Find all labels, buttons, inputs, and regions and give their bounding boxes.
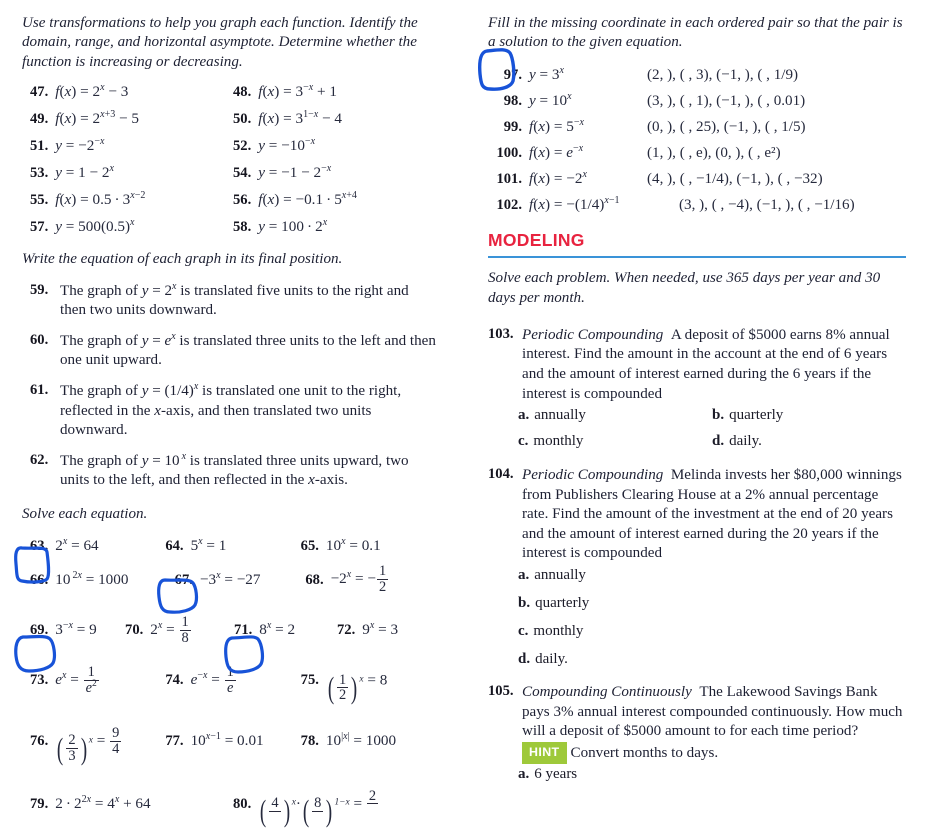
exercise-72[interactable] — [337, 621, 436, 639]
sub-label: b. — [712, 407, 725, 424]
sub-item-103a[interactable] — [518, 407, 712, 424]
exercise-61[interactable] — [22, 382, 436, 441]
sub-label: a. — [518, 567, 530, 584]
exercise-row — [22, 191, 436, 209]
sub-item-103d[interactable] — [712, 433, 906, 450]
exercise-49[interactable] — [22, 110, 233, 128]
exercise-number: 76. — [30, 733, 49, 750]
exercise-equation: $9^x = 3$ — [362, 619, 399, 639]
exercise-80[interactable] — [233, 789, 436, 829]
direction-transformations: Use transformations to help you graph each function. Identify the domain, range, and horizontal asymptote. Determine whether the function is increasing or decreasing. — [22, 15, 418, 70]
sub-items-103 — [518, 407, 906, 424]
exercise-number: 58. — [233, 219, 252, 236]
exercise-58[interactable] — [233, 218, 436, 236]
exercise-number: 104. — [488, 466, 514, 483]
exercise-78[interactable] — [301, 732, 436, 750]
sub-text: quarterly — [729, 407, 784, 424]
sub-item-104b[interactable] — [518, 595, 906, 612]
exercise-number: 99. — [503, 118, 522, 135]
exercise-67[interactable] — [161, 571, 306, 589]
direction-fill-coordinate: Fill in the missing coordinate in each ordered pair so that the pair is a solution to the given equation. — [488, 15, 903, 51]
exercise-104[interactable] — [488, 466, 906, 564]
sub-text: daily. — [729, 433, 762, 450]
exercise-number: 79. — [30, 795, 49, 812]
exercise-topic: Periodic Compounding — [522, 467, 664, 484]
exercise-number: 66. — [30, 571, 49, 588]
exercise-53[interactable] — [22, 164, 233, 182]
exercise-number: 63. — [30, 538, 49, 555]
exercise-number: 98. — [503, 92, 522, 109]
exercise-number: 51. — [30, 138, 49, 155]
exercise-equation: $e^x$ = $\frac{1}{e^2}$ — [55, 664, 97, 696]
exercise-number: 103. — [488, 325, 514, 342]
exercise-text: The graph of $y = e^x$ is translated three units to the left and then one unit upward. — [60, 330, 436, 369]
exercise-equation: $f(x) = 2^x - 3$ — [55, 82, 129, 101]
sub-item-104d[interactable] — [518, 651, 906, 668]
exercise-48[interactable] — [233, 83, 436, 101]
ordered-pairs: (4, ), ( , −1/4), (−1, ), ( , −32) — [647, 170, 823, 187]
direction-write-equation: Write the equation of each graph in its final position. — [22, 251, 343, 268]
exercise-number: 100. — [496, 144, 522, 161]
ordered-pairs: (1, ), ( , e), (0, ), ( , e²) — [647, 144, 781, 161]
sub-text: daily. — [535, 651, 568, 668]
exercise-71[interactable] — [224, 621, 337, 639]
exercise-row — [22, 537, 436, 555]
exercise-equation: $10^{|x|} = 1000$ — [325, 731, 397, 750]
exercise-equation: ( $\frac{1}{2}$ ) $^x$ = 8 — [327, 670, 388, 705]
exercise-number: 54. — [233, 165, 252, 182]
exercise-number: 73. — [30, 672, 49, 689]
sub-label: b. — [518, 595, 531, 612]
exercise-equation: $f(x) = 2^{x+3} - 5$ — [55, 109, 139, 128]
exercise-number: 57. — [30, 219, 49, 236]
exercise-100[interactable] — [488, 144, 906, 162]
exercise-68[interactable] — [305, 564, 436, 594]
exercise-equation: $5^x = 1$ — [190, 536, 227, 555]
exercise-number: 61. — [30, 382, 49, 398]
exercise-row — [22, 564, 436, 594]
exercise-103[interactable] — [488, 326, 906, 404]
exercise-row — [22, 615, 436, 645]
exercise-equation: $f(x) = -2^x$ — [529, 168, 587, 187]
exercise-number: 64. — [165, 538, 184, 555]
exercise-equation: $-3^x = -27$ — [199, 569, 261, 588]
exercise-number: 50. — [233, 111, 252, 128]
exercise-equation: ( 4 ) $^x$·( 8 ) $^{1-x}$ = 2 — [260, 787, 377, 829]
exercise-equation: $2^x = 64$ — [55, 536, 99, 555]
exercise-equation: $f(x) = 5^{-x}$ — [529, 116, 584, 135]
section-divider — [488, 256, 906, 259]
exercise-equation: $3^{-x} = 9$ — [55, 619, 97, 639]
exercise-number: 68. — [305, 571, 324, 588]
sub-text: annually — [534, 407, 586, 424]
exercise-101[interactable] — [488, 170, 906, 188]
exercise-number: 47. — [30, 84, 49, 101]
exercise-equation: $y = -10^{-x}$ — [258, 136, 316, 155]
exercise-65[interactable] — [301, 537, 436, 555]
exercise-47[interactable] — [22, 83, 233, 101]
exercise-text: Periodic Compounding Melinda invests her $80,000 winnings from Publishers Clearing House at a 2% annual percentage rate. Find the amount of the investment at the end of 20 years and the amount of interest earned during the 20 years if the interest is compounded — [522, 467, 902, 562]
sub-text: monthly — [533, 623, 584, 640]
hint-badge: HINT — [522, 742, 567, 765]
sub-label: a. — [518, 407, 530, 424]
exercise-number: 62. — [30, 451, 49, 468]
exercise-equation: $y = 500(0.5)^x$ — [55, 217, 135, 236]
exercise-79[interactable] — [22, 795, 233, 813]
exercise-row — [22, 218, 436, 236]
exercise-70[interactable] — [125, 615, 224, 645]
exercise-text: The graph of y = 10 $^x$ is translated three units upward, two units to the left, and then reflected in the x-axis. — [60, 450, 409, 489]
ordered-pairs: (3, ), ( , 1), (−1, ), ( , 0.01) — [647, 92, 806, 109]
sub-text: 6 years — [534, 766, 578, 783]
direction-solve-equation: Solve each equation. — [22, 505, 148, 522]
exercise-98[interactable] — [488, 92, 906, 110]
sub-label: d. — [712, 433, 725, 450]
exercise-equation: $y = 1 - 2^x$ — [55, 163, 114, 182]
exercise-row — [22, 726, 436, 767]
exercise-number: 55. — [30, 192, 49, 209]
direction-modeling: Solve each problem. When needed, use 365 days per year and 30 days per month. — [488, 270, 881, 306]
exercise-number: 70. — [125, 622, 144, 639]
exercise-76[interactable] — [22, 726, 165, 767]
exercise-row — [22, 164, 436, 182]
sub-label: c. — [518, 623, 529, 640]
sub-item-103c[interactable] — [518, 433, 712, 450]
exercise-number: 77. — [165, 733, 184, 750]
exercise-topic: Compounding Continuously — [522, 684, 692, 701]
exercise-number: 101. — [496, 170, 522, 187]
right-column — [464, 0, 928, 826]
exercise-number: 53. — [30, 165, 49, 182]
exercise-equation: $f(x) = 3^{1-x} - 4$ — [258, 109, 342, 128]
exercise-60[interactable] — [22, 332, 436, 371]
ordered-pairs: (0, ), ( , 25), (−1, ), ( , 1/5) — [647, 118, 806, 135]
exercise-number: 80. — [233, 795, 252, 812]
exercise-73[interactable] — [22, 665, 165, 695]
sub-item-103b[interactable] — [712, 407, 906, 424]
exercise-number: 71. — [234, 622, 253, 639]
sub-label: d. — [518, 651, 531, 668]
exercise-equation: $2 \cdot 2^{2x} = 4^x + 64$ — [55, 793, 151, 812]
exercise-equation: $f(x) = 3^{-x} + 1$ — [258, 82, 337, 101]
sub-items-103-2 — [518, 433, 906, 450]
exercise-51[interactable] — [22, 137, 233, 155]
exercise-number: 97. — [503, 66, 522, 83]
sub-item-105a[interactable] — [518, 766, 906, 783]
exercise-equation: $y = 3^x$ — [529, 64, 564, 83]
exercise-102[interactable] — [488, 196, 906, 214]
exercise-equation: $e^{-x}$ = $\frac{1}{e}$ — [190, 664, 234, 696]
exercise-equation: $f(x) = -0.1 \cdot 5^{x+4}$ — [258, 190, 357, 209]
exercise-105[interactable] — [488, 683, 906, 764]
exercise-equation: $y = -2^{-x}$ — [55, 136, 105, 155]
exercise-66[interactable] — [22, 571, 161, 589]
exercise-row — [22, 110, 436, 128]
sub-item-104a[interactable] — [518, 567, 906, 584]
exercise-row — [22, 137, 436, 155]
sub-item-104c[interactable] — [518, 623, 906, 640]
exercise-97[interactable] — [488, 66, 906, 84]
exercise-number: 105. — [488, 683, 514, 700]
exercise-number: 75. — [300, 672, 319, 689]
exercise-54[interactable] — [233, 164, 436, 182]
exercise-equation: $y = 100 \cdot 2^x$ — [258, 217, 328, 236]
ordered-pairs: (2, ), ( , 3), (−1, ), ( , 1/9) — [647, 66, 799, 83]
exercise-number: 78. — [300, 733, 319, 750]
exercise-number: 49. — [30, 111, 49, 128]
exercise-59[interactable] — [22, 282, 436, 321]
sub-text: annually — [534, 567, 586, 584]
sub-label: c. — [518, 433, 529, 450]
exercise-equation: 10 $^{2x}$ = 1000 — [55, 569, 129, 588]
sub-text: monthly — [533, 433, 584, 450]
sub-text: quarterly — [535, 595, 590, 612]
exercise-equation: $f(x) = e^{-x}$ — [529, 142, 584, 161]
exercise-number: 56. — [233, 192, 252, 209]
exercise-number: 65. — [300, 538, 319, 555]
exercise-text: The graph of $y = 2^x$ is translated five units to the right and then two units downward. — [60, 280, 409, 319]
exercise-row — [22, 789, 436, 829]
exercise-number: 52. — [233, 138, 252, 155]
exercise-56[interactable] — [233, 191, 436, 209]
hint-text: Convert months to days. — [570, 744, 719, 761]
exercise-number: 60. — [30, 331, 49, 348]
ordered-pairs: (3, ), ( , −4), (−1, ), ( , −1/16) — [679, 196, 855, 213]
exercise-number: 67. — [174, 571, 193, 588]
exercise-number: 48. — [233, 84, 252, 101]
exercise-99[interactable] — [488, 118, 906, 136]
exercise-63[interactable] — [22, 537, 165, 555]
exercise-69[interactable] — [22, 621, 125, 639]
exercise-74[interactable] — [165, 665, 300, 695]
exercise-equation: $f(x) = -(1/4)^{x-1}$ — [529, 194, 620, 213]
exercise-equation: $y = -1 - 2^{-x}$ — [258, 163, 332, 182]
exercise-number: 74. — [165, 672, 184, 689]
exercise-equation: $10^{x-1} = 0.01$ — [190, 731, 264, 750]
exercise-equation: $10^x = 0.1$ — [325, 536, 381, 555]
exercise-55[interactable] — [22, 191, 233, 209]
exercise-62[interactable] — [22, 452, 436, 491]
exercise-equation: $2^x$ = $\frac{1}{8}$ — [150, 613, 189, 646]
exercise-number: 69. — [30, 622, 49, 639]
exercise-52[interactable] — [233, 137, 436, 155]
exercise-75[interactable] — [301, 671, 436, 706]
exercise-row — [22, 83, 436, 101]
exercise-equation: $8^x = 2$ — [259, 619, 296, 639]
exercise-57[interactable] — [22, 218, 233, 236]
exercise-number: 102. — [496, 196, 522, 213]
exercise-row — [22, 665, 436, 706]
exercise-topic: Periodic Compounding — [522, 326, 664, 343]
exercise-equation: $f(x) = 0.5 \cdot 3^{x-2}$ — [55, 190, 146, 209]
exercise-number: 59. — [30, 281, 49, 298]
exercise-equation: $y = 10^x$ — [529, 90, 572, 109]
exercise-text: Periodic Compounding A deposit of $5000 earns 8% annual interest. Find the amount in the account at the end of 6 years and the amount of interest earned during the 6 years if the interest is compounded — [522, 326, 890, 402]
exercise-equation: ( $\frac{2}{3}$ ) $^x$ = $\frac{9}{4}$ — [57, 724, 120, 766]
exercise-64[interactable] — [165, 537, 300, 555]
exercise-text: The graph of $y = (1/4)^x$ is translated one unit to the right, reflected in the x-axis, and then translated two units downward. — [60, 380, 402, 439]
sub-label: a. — [518, 766, 530, 783]
exercise-text: Compounding Continuously The Lakewood Savings Bank pays 3% annual interest compounded continuously. How much will a deposit of $5000 amount to for each time period? HINT Convert months to days. — [522, 683, 906, 764]
exercise-equation: $-2^x$ = − $\frac{1}{2}$ — [330, 563, 387, 596]
section-heading-modeling: MODELING — [488, 229, 585, 250]
exercise-number: 72. — [337, 622, 356, 639]
exercise-77[interactable] — [165, 732, 300, 750]
exercise-50[interactable] — [233, 110, 436, 128]
